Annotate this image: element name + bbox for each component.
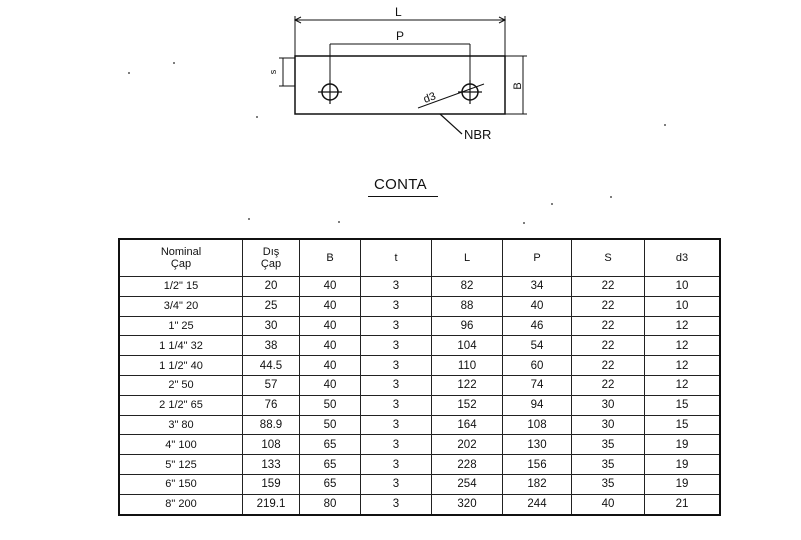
table-cell: 40 xyxy=(300,356,361,376)
table-cell: 21 xyxy=(645,494,721,514)
table-cell: 40 xyxy=(300,336,361,356)
table-cell: 3 xyxy=(361,316,432,336)
table-cell: 50 xyxy=(300,395,361,415)
nominal-size-cell: 2" 50 xyxy=(119,375,243,395)
gasket-dimension-table xyxy=(118,238,721,516)
column-header-text: Çap xyxy=(260,258,282,270)
table-cell: 46 xyxy=(503,316,572,336)
table-cell: 40 xyxy=(300,375,361,395)
column-header-text: L xyxy=(463,252,471,264)
table-cell: 35 xyxy=(572,474,645,494)
label-l: L xyxy=(395,5,402,19)
table-cell: 3 xyxy=(361,277,432,297)
table-cell: 10 xyxy=(645,296,721,316)
nominal-size-cell: 8" 200 xyxy=(119,494,243,514)
scan-speck xyxy=(523,222,525,224)
table-cell: 35 xyxy=(572,455,645,475)
table-cell: 130 xyxy=(503,435,572,455)
table-cell: 108 xyxy=(243,435,300,455)
table-cell: 15 xyxy=(645,415,721,435)
table-cell: 182 xyxy=(503,474,572,494)
table-cell: 22 xyxy=(572,336,645,356)
nominal-size-cell: 3/4" 20 xyxy=(119,296,243,316)
table-row xyxy=(119,435,720,455)
column-header-text: S xyxy=(604,252,612,264)
table-cell: 110 xyxy=(432,356,503,376)
table-cell: 202 xyxy=(432,435,503,455)
table-cell: 94 xyxy=(503,395,572,415)
column-header-text: P xyxy=(533,252,541,264)
table-cell: 25 xyxy=(243,296,300,316)
table-cell: 3 xyxy=(361,455,432,475)
table-cell: 122 xyxy=(432,375,503,395)
section-title: CONTA xyxy=(374,176,427,193)
table-cell: 40 xyxy=(503,296,572,316)
table-cell: 40 xyxy=(572,494,645,514)
table-cell: 50 xyxy=(300,415,361,435)
table-cell: 3 xyxy=(361,474,432,494)
table-cell: 3 xyxy=(361,395,432,415)
column-header xyxy=(300,239,361,277)
column-header xyxy=(503,239,572,277)
table-cell: 3 xyxy=(361,435,432,455)
table-cell: 22 xyxy=(572,316,645,336)
column-header-text: t xyxy=(394,252,398,264)
table-cell: 15 xyxy=(645,395,721,415)
column-header xyxy=(243,239,300,277)
scan-speck xyxy=(128,72,130,74)
table-cell: 133 xyxy=(243,455,300,475)
table-cell: 40 xyxy=(300,277,361,297)
table-cell: 74 xyxy=(503,375,572,395)
column-header-text: Dış xyxy=(262,246,280,258)
table-cell: 44.5 xyxy=(243,356,300,376)
table-row xyxy=(119,395,720,415)
table-cell: 3 xyxy=(361,296,432,316)
nominal-size-cell: 1" 25 xyxy=(119,316,243,336)
table-cell: 30 xyxy=(572,415,645,435)
nominal-size-cell: 1 1/4" 32 xyxy=(119,336,243,356)
title-underline xyxy=(368,196,438,197)
nominal-size-cell: 1/2" 15 xyxy=(119,277,243,297)
table-cell: 159 xyxy=(243,474,300,494)
table-cell: 65 xyxy=(300,455,361,475)
table-cell: 3 xyxy=(361,415,432,435)
table-cell: 12 xyxy=(645,336,721,356)
table-cell: 12 xyxy=(645,316,721,336)
table-row xyxy=(119,316,720,336)
table-cell: 19 xyxy=(645,474,721,494)
table-header-row xyxy=(119,239,720,277)
table-cell: 96 xyxy=(432,316,503,336)
column-header-text: Nominal xyxy=(160,246,202,258)
table-row xyxy=(119,356,720,376)
table-cell: 20 xyxy=(243,277,300,297)
table-cell: 19 xyxy=(645,435,721,455)
column-header-text: B xyxy=(326,252,334,264)
scan-speck xyxy=(256,116,258,118)
nominal-size-cell: 3" 80 xyxy=(119,415,243,435)
column-header xyxy=(119,239,243,277)
table-row xyxy=(119,415,720,435)
table-row xyxy=(119,375,720,395)
column-header xyxy=(645,239,721,277)
table-cell: 254 xyxy=(432,474,503,494)
table-row xyxy=(119,494,720,514)
nominal-size-cell: 1 1/2" 40 xyxy=(119,356,243,376)
nbr-leader xyxy=(440,114,462,134)
table-cell: 19 xyxy=(645,455,721,475)
table-cell: 320 xyxy=(432,494,503,514)
table-cell: 219.1 xyxy=(243,494,300,514)
table-cell: 3 xyxy=(361,336,432,356)
table-row xyxy=(119,455,720,475)
table-cell: 60 xyxy=(503,356,572,376)
table-cell: 104 xyxy=(432,336,503,356)
column-header xyxy=(572,239,645,277)
label-p: P xyxy=(396,29,405,43)
column-header-text: Çap xyxy=(170,258,192,270)
table-cell: 12 xyxy=(645,375,721,395)
nominal-size-cell: 4" 100 xyxy=(119,435,243,455)
table-cell: 164 xyxy=(432,415,503,435)
scan-speck xyxy=(664,124,666,126)
scan-speck xyxy=(248,218,250,220)
table-cell: 80 xyxy=(300,494,361,514)
table-row xyxy=(119,474,720,494)
column-header xyxy=(361,239,432,277)
scan-speck xyxy=(173,62,175,64)
table-cell: 22 xyxy=(572,296,645,316)
table-cell: 10 xyxy=(645,277,721,297)
table-cell: 65 xyxy=(300,474,361,494)
column-header xyxy=(432,239,503,277)
nominal-size-cell: 6" 150 xyxy=(119,474,243,494)
table-cell: 30 xyxy=(243,316,300,336)
table-row xyxy=(119,296,720,316)
table-cell: 40 xyxy=(300,316,361,336)
scan-speck xyxy=(610,196,612,198)
table-row xyxy=(119,277,720,297)
label-b: B xyxy=(512,82,524,90)
nominal-size-cell: 2 1/2" 65 xyxy=(119,395,243,415)
table-cell: 108 xyxy=(503,415,572,435)
table-cell: 3 xyxy=(361,494,432,514)
table-cell: 22 xyxy=(572,356,645,376)
table-cell: 12 xyxy=(645,356,721,376)
table-cell: 54 xyxy=(503,336,572,356)
table-cell: 76 xyxy=(243,395,300,415)
column-header-text: d3 xyxy=(675,252,689,264)
table-cell: 57 xyxy=(243,375,300,395)
table-cell: 3 xyxy=(361,356,432,376)
table-cell: 228 xyxy=(432,455,503,475)
table-cell: 35 xyxy=(572,435,645,455)
nominal-size-cell: 5" 125 xyxy=(119,455,243,475)
table-cell: 82 xyxy=(432,277,503,297)
table-row xyxy=(119,336,720,356)
scan-speck xyxy=(338,221,340,223)
table-cell: 22 xyxy=(572,375,645,395)
label-s: s xyxy=(268,69,278,75)
table-cell: 40 xyxy=(300,296,361,316)
table-cell: 30 xyxy=(572,395,645,415)
table-cell: 88 xyxy=(432,296,503,316)
table-cell: 244 xyxy=(503,494,572,514)
table-cell: 34 xyxy=(503,277,572,297)
label-d3: d3 xyxy=(421,90,438,106)
table-cell: 88.9 xyxy=(243,415,300,435)
table-cell: 22 xyxy=(572,277,645,297)
table-cell: 3 xyxy=(361,375,432,395)
table-cell: 156 xyxy=(503,455,572,475)
table-cell: 38 xyxy=(243,336,300,356)
scan-speck xyxy=(551,203,553,205)
table-cell: 152 xyxy=(432,395,503,415)
label-nbr: NBR xyxy=(464,127,492,142)
table-cell: 65 xyxy=(300,435,361,455)
